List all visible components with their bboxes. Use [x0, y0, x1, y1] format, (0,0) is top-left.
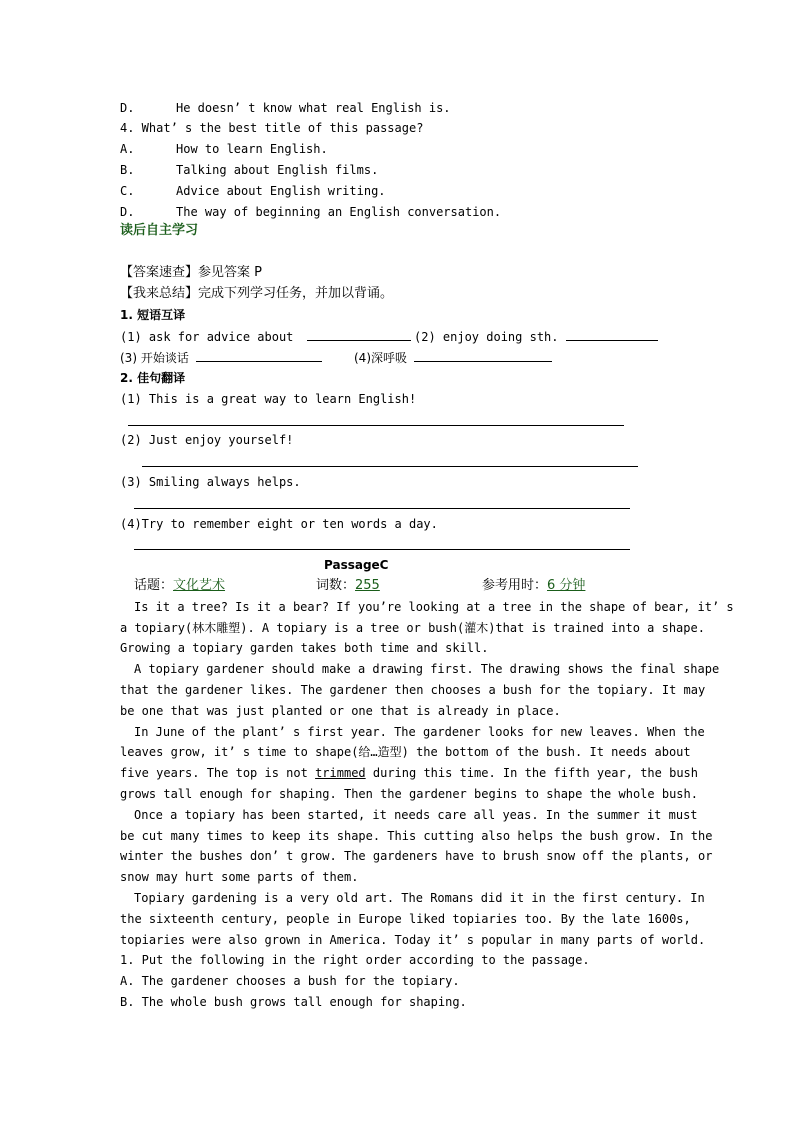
- prev-option-d: [0, 100, 794, 116]
- paragraph-1-line-3: Growing a topiary garden takes both time and skill.: [120, 641, 489, 655]
- question4-option-c: [0, 183, 794, 199]
- paragraph-2-line-1: A topiary gardener should make a drawing first. The drawing shows the final shape: [134, 662, 720, 676]
- option-text: The way of beginning an English conversation.: [176, 205, 502, 219]
- question4-option-b: [0, 162, 794, 178]
- words-label: 词数：: [316, 578, 356, 593]
- phrase-section-title: 1. 短语互译: [120, 308, 186, 322]
- phrase-item-3: [120, 349, 322, 365]
- option-letter: D.: [120, 205, 135, 219]
- phrase-text: (4)深呼吸: [354, 351, 407, 365]
- sentence-item-1: (1) This is a great way to learn English!: [120, 392, 417, 406]
- option-text: He doesn’ t know what real English is.: [176, 101, 451, 115]
- paragraph-1-line-1: Is it a tree? Is it a bear? If you’re looking at a tree in the shape of bear, it’ s: [134, 600, 734, 614]
- topic-value: 文化艺术: [173, 578, 226, 593]
- sentence-item-3: (3) Smiling always helps.: [120, 475, 301, 489]
- question4-option-d: [0, 204, 794, 220]
- answer-blank[interactable]: [196, 349, 322, 362]
- phrase-item-2: [414, 328, 658, 344]
- option-text: Advice about English writing.: [176, 184, 386, 198]
- paragraph-1-line-2: a topiary(林木雕塑). A topiary is a tree or bush(灌木)that is trained into a shape.: [120, 621, 705, 635]
- paragraph-3-line-3: [120, 765, 698, 781]
- paragraph-2-line-2: that the gardener likes. The gardener then chooses a bush for the topiary. It may: [120, 683, 706, 697]
- passage-time: [482, 578, 585, 594]
- words-value: 255: [355, 578, 380, 593]
- answer-blank[interactable]: [307, 328, 411, 341]
- paragraph-3-line-2: leaves grow, it’ s time to shape(给…造型) the bottom of the bush. It needs about: [120, 745, 691, 759]
- text-segment: during this time. In the fifth year, the bush: [365, 766, 698, 780]
- answer-line[interactable]: [142, 466, 638, 467]
- sentence-item-4: (4)Try to remember eight or ten words a day.: [120, 517, 438, 531]
- self-study-heading: 读后自主学习: [120, 223, 199, 238]
- option-letter: A.: [120, 142, 135, 156]
- option-letter: C.: [120, 184, 135, 198]
- phrase-text: (1) ask for advice about: [120, 330, 294, 344]
- underlined-word: trimmed: [315, 766, 366, 780]
- passage-title: PassageC: [324, 558, 389, 572]
- answer-blank[interactable]: [414, 349, 552, 362]
- question4-option-a: [0, 141, 794, 157]
- answer-check: 【答案速查】参见答案 P: [120, 265, 262, 280]
- passage-question1-stem: 1. Put the following in the right order according to the passage.: [120, 953, 590, 967]
- paragraph-4-line-1: Once a topiary has been started, it needs care all yeas. In the summer it must: [134, 808, 698, 822]
- paragraph-3-line-1: In June of the plant’ s first year. The gardener looks for new leaves. When the: [134, 725, 705, 739]
- time-label: 参考用时：: [482, 578, 548, 593]
- paragraph-3-line-4: grows tall enough for shaping. Then the gardener begins to shape the whole bush.: [120, 787, 698, 801]
- option-letter: D.: [120, 101, 135, 115]
- paragraph-2-line-3: be one that was just planted or one that is already in place.: [120, 704, 561, 718]
- time-value: 6 分钟: [547, 578, 586, 593]
- phrase-item-1: [120, 328, 411, 344]
- answer-blank[interactable]: [566, 328, 658, 341]
- paragraph-5-line-3: topiaries were also grown in America. Today it’ s popular in many parts of world.: [120, 933, 706, 947]
- sentence-item-2: (2) Just enjoy yourself!: [120, 433, 294, 447]
- phrase-text: (3) 开始谈话: [120, 351, 189, 365]
- passage-topic: [134, 578, 225, 594]
- answer-line[interactable]: [128, 425, 624, 426]
- phrase-text: (2) enjoy doing sth.: [414, 330, 559, 344]
- summary-instruction: 【我来总结】完成下列学习任务，并加以背诵。: [120, 286, 394, 301]
- paragraph-4-line-4: snow may hurt some parts of them.: [120, 870, 359, 884]
- question4-stem: 4. What’ s the best title of this passage?: [120, 121, 424, 135]
- sentence-section-title: 2. 佳句翻译: [120, 371, 186, 385]
- paragraph-5-line-2: the sixteenth century, people in Europe liked topiaries too. By the late 1600s,: [120, 912, 691, 926]
- phrase-item-4: [354, 349, 552, 365]
- option-text: How to learn English.: [176, 142, 328, 156]
- paragraph-5-line-1: Topiary gardening is a very old art. The Romans did it in the first century. In: [134, 891, 705, 905]
- passage-word-count: [316, 578, 380, 594]
- option-letter: B.: [120, 163, 135, 177]
- topic-label: 话题：: [134, 578, 174, 593]
- option-text: Talking about English films.: [176, 163, 379, 177]
- passage-question1-option-a: A. The gardener chooses a bush for the topiary.: [120, 974, 460, 988]
- text-segment: five years. The top is not: [120, 766, 316, 780]
- paragraph-4-line-2: be cut many times to keep its shape. This cutting also helps the bush grow. In the: [120, 829, 713, 843]
- paragraph-4-line-3: winter the bushes don’ t grow. The gardeners have to brush snow off the plants, or: [120, 849, 713, 863]
- answer-line[interactable]: [134, 549, 630, 550]
- answer-line[interactable]: [134, 508, 630, 509]
- passage-question1-option-b: B. The whole bush grows tall enough for shaping.: [120, 995, 467, 1009]
